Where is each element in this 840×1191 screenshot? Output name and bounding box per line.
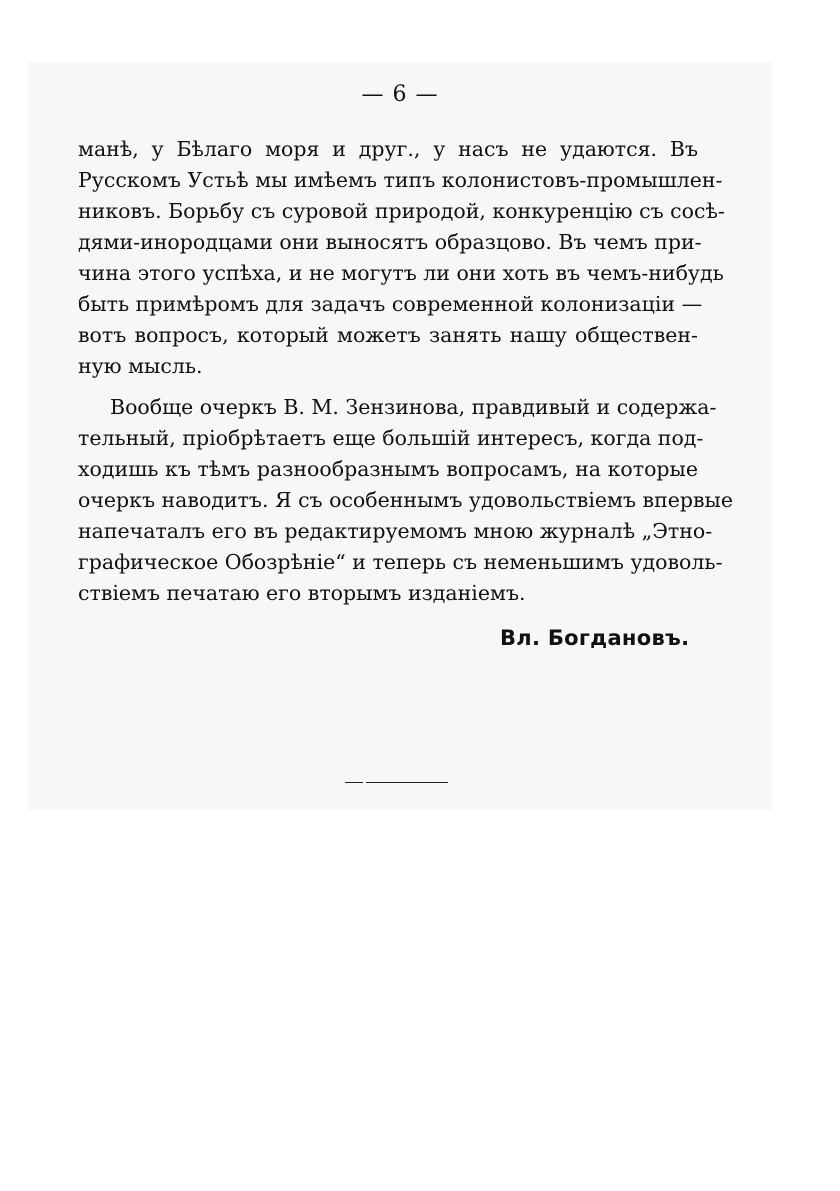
author-signature: Вл. Богдановъ. xyxy=(500,626,690,650)
text-line: никовъ. Борьбу съ суровой природой, конкуренцію съ сосѣ- xyxy=(78,199,725,223)
text-line: манѣ, у Бѣлаго моря и друг., у насъ не удаются. Въ xyxy=(78,137,698,161)
body-text xyxy=(78,134,733,609)
text-line: Русскомъ Устьѣ мы имѣемъ типъ колонистовъ-промышлен- xyxy=(78,168,723,192)
paragraph-1 xyxy=(78,134,725,382)
text-line: быть примѣромъ для задачъ современной колонизаціи — xyxy=(78,292,703,316)
end-rule-long xyxy=(366,782,448,783)
text-line: тельный, пріобрѣтаетъ еще большій интересъ, когда под- xyxy=(78,426,704,450)
text-line: напечаталъ его въ редактируемомъ мною журналѣ „Этно- xyxy=(78,519,713,543)
text-line: ходишь къ тѣмъ разнообразнымъ вопросамъ, на которые xyxy=(78,457,698,481)
text-line: ную мысль. xyxy=(78,354,203,378)
text-line: графическое Обозрѣніе“ и теперь съ неменьшимъ удоволь- xyxy=(78,550,723,574)
end-rule-short xyxy=(345,782,363,783)
paragraph-2 xyxy=(78,392,733,609)
page-number: — 6 — xyxy=(361,82,439,107)
text-line: вотъ вопросъ, который можетъ занять нашу обществен- xyxy=(78,323,698,347)
text-line: Вообще очеркъ В. М. Зензинова, правдивый и содержа- xyxy=(110,395,717,419)
text-line: чина этого успѣха, и не могутъ ли они хоть въ чемъ-нибудь xyxy=(78,261,724,285)
text-line: ствіемъ печатаю его вторымъ изданіемъ. xyxy=(78,581,526,605)
text-line: дями-инородцами они выносятъ образцово. Въ чемъ при- xyxy=(78,230,702,254)
text-line: очеркъ наводитъ. Я съ особеннымъ удовольствіемъ впервые xyxy=(78,488,733,512)
paragraph-gap xyxy=(78,382,698,392)
